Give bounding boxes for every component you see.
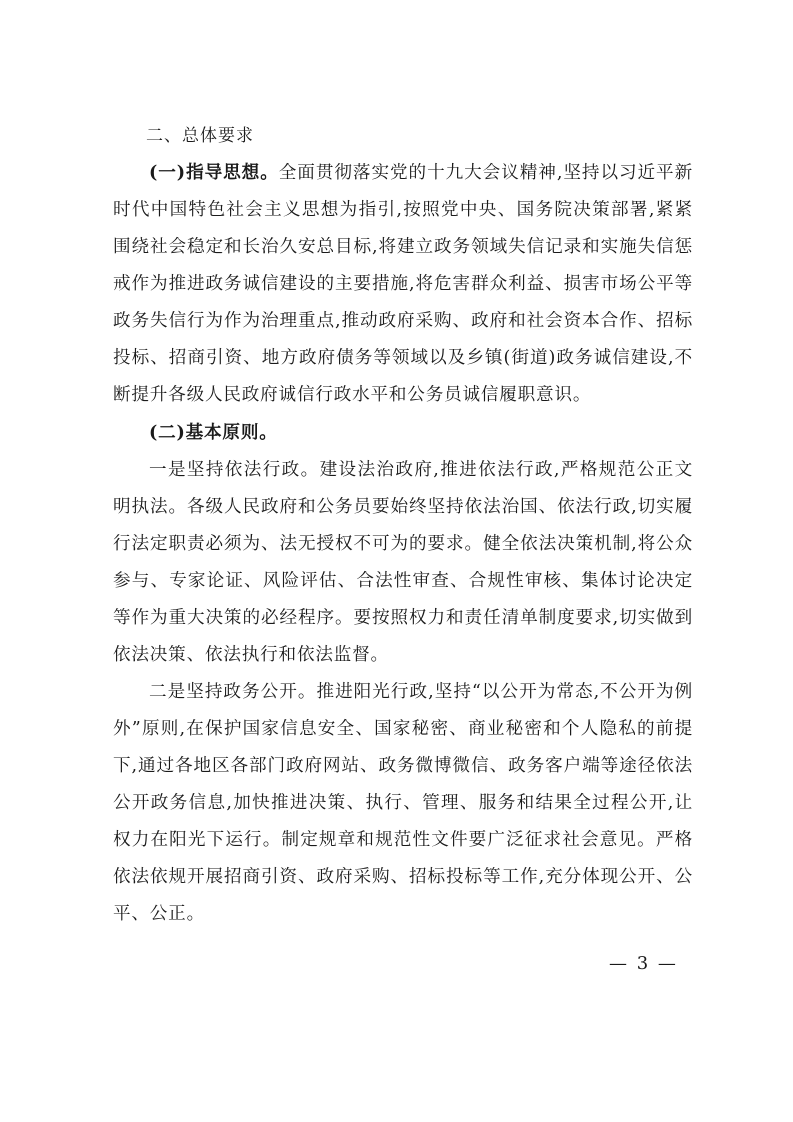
paragraph-text-guiding-ideology: 全面贯彻落实党的十九大会议精神,坚持以习近平新时代中国特色社会主义思想为指引,按照党中央、国务院决策部署,紧紧围绕社会稳定和长治久安总目标,将建立政务领域失信记录和实施失信惩戒作为推进政务诚信建设的主要措施,将危害群众利益、损害市场公平等政务失信行为作为治理重点,推动政府采购、政府和社会资本合作、招标投标、招商引资、地方政府债务等领域以及乡镇(街道)政务诚信建设,不断提升各级人民政府诚信行政水平和公务员诚信履职意识。 [113, 163, 693, 405]
paragraph-basic-principles [113, 414, 693, 452]
document-body [113, 118, 693, 933]
page-number: — 3 — [609, 953, 678, 974]
paragraph-government-openness: 二是坚持政务公开。推进阳光行政,坚持“以公开为常态,不公开为例外”原则,在保护国家信息安全、国家秘密、商业秘密和个人隐私的前提下,通过各地区各部门政府网站、政务微博微信、政务客户端等途径依法公开政务信息,加快推进决策、执行、管理、服务和结果全过程公开,让权力在阳光下运行。制定规章和规范性文件要广泛征求社会意见。严格依法依规开展招商引资、政府采购、招标投标等工作,充分体现公开、公平、公正。 [113, 682, 693, 924]
paragraph-rule-of-law: 一是坚持依法行政。建设法治政府,推进依法行政,严格规范公正文明执法。各级人民政府和公务员要始终坚持依法治国、依法行政,切实履行法定职责必须为、法无授权不可为的要求。健全依法决策机制,将公众参与、专家论证、风险评估、合法性审查、合规性审核、集体讨论决定等作为重大决策的必经程序。要按照权力和责任清单制度要求,切实做到依法决策、依法执行和依法监督。 [113, 460, 693, 665]
section-heading: 二、总体要求 [146, 126, 254, 146]
paragraph-guiding-ideology [113, 154, 693, 414]
paragraph-lead-basic-principles: (二)基本原则。 [149, 422, 278, 443]
paragraph-lead-guiding-ideology: (一)指导思想。 [149, 162, 279, 183]
